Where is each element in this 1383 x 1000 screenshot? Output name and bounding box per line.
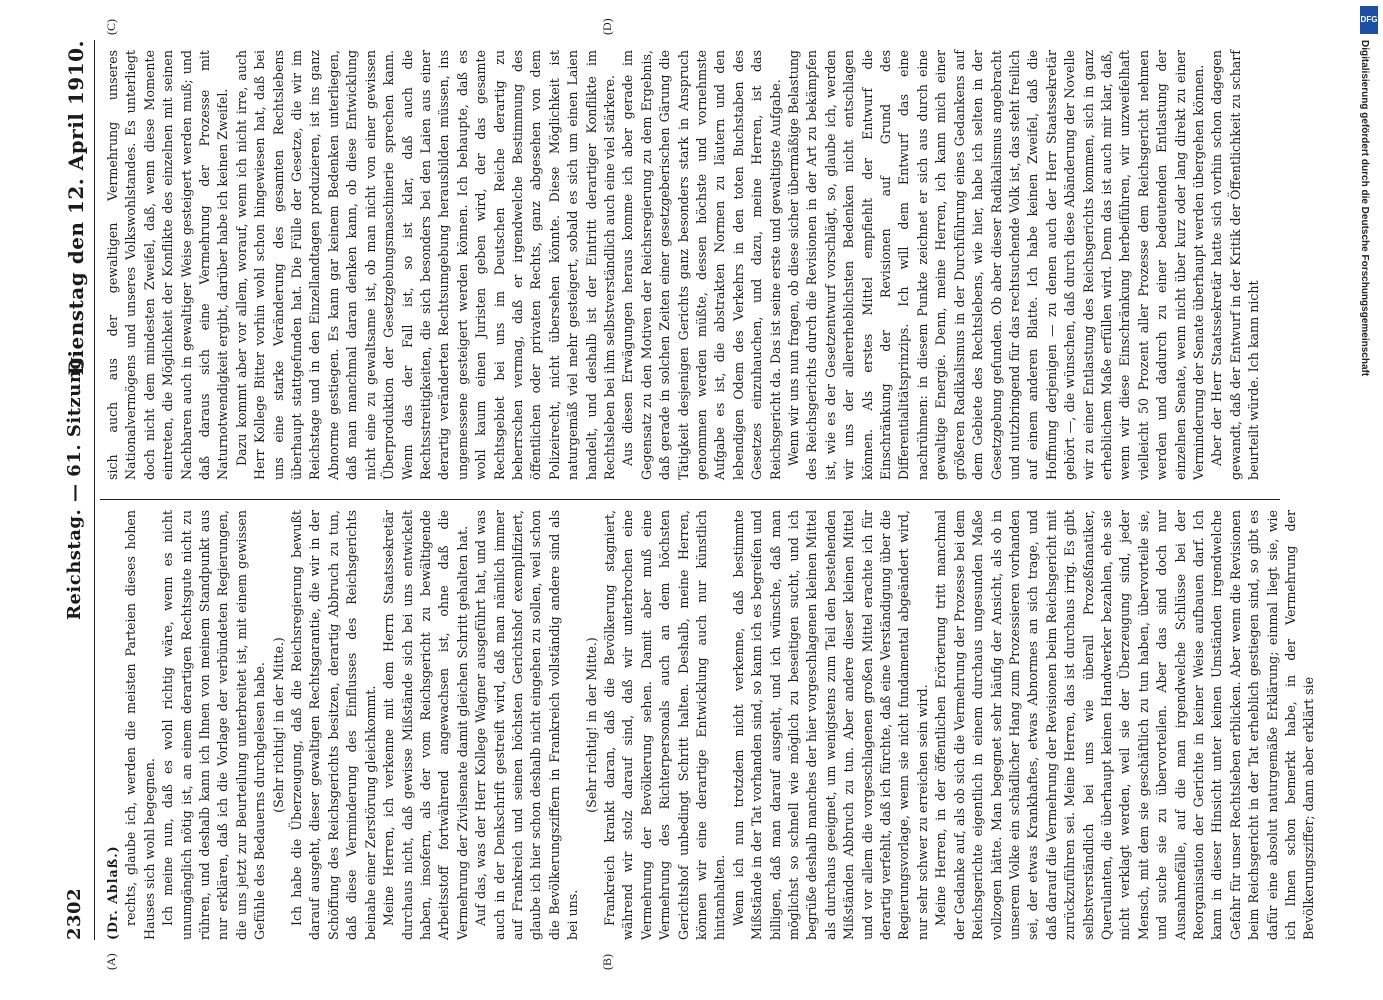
paragraph: Dazu kommt aber vor allem, worauf, wenn ich nicht irre, auch Herr Kollege Bitter vorhin wohl schon hingewiesen hat, daß bei uns eine starke Veränderung des gesamten Rechtslebens überhaupt stattgefunden hat. Die Fülle der Gesetze, die wir im Reichstage und in den Einzellandtagen produzieren, ist ins ganz Abnorme gestiegen. Es kann gar keinem Bedenken unterliegen, daß man manchmal daran denken kann, ob diese Entwicklung nicht eine zu gewaltsame ist, ob man nicht von einer gewissen Überproduktion der Gesetzgebungsmaschinerie sprechen kann. Wenn das der Fall ist, so ist klar, daß auch die Rechtsstreitigkeiten, die sich besonders bei den Laien aus einer derartig veränderten Rechtsumgebung herausbilden müssen, ins ungemessene gesteigert werden können. Ich behaupte, daß es wohl kaum einen Juristen geben wird, der das gesamte Rechtsgebiet bei uns im Deutschen Reiche derartig zu beherrschen vermag, daß er irgendwelche Bestimmung des öffentlichen oder privaten Rechts, ganz abgesehen von dem Polizeirecht, nicht übersehen könnte. Diese Möglichkeit ist naturgemäß viel mehr gesteigert, sobald es sich um einen Laien handelt, und deshalb ist der Eintritt derartiger Konflikte im Rechtsleben bei ihm selbstverständlich auch eine viel stärkere. xyxy=(233,50,617,480)
paragraph: Auf das, was der Herr Kollege Wagner ausgeführt hat, und was auch in der Denkschrift gestreift wird, daß man nämlich immer auf Frankreich und seinen höchsten Gerichtshof exemplifiziert, glaube ich hier schon deshalb nicht eingehen zu sollen, weil schon die Bevölkerungsziffern in Frankreich vollständig andere sind als bei uns. xyxy=(473,510,581,940)
paragraph: Wenn ich nun trotzdem nicht verkenne, daß bestimmte Mißstände in der Tat vorhanden sind, so kann ich es begreifen und billigen, daß man darauf ausgeht, und ich wünsche, daß man möglichst so schnell wie möglich zu beseitigen sucht, und ich begrüße deshalb manches der hier vorgeschlagenen kleinen Mittel als durchaus geeignet, um wenigstens zum Teil den bestehenden Mißständen Abbruch zu tun. Aber andere dieser kleinen Mittel und vor allem die vorgeschlagenen großen Mittel erachte ich für derartig verfehlt, daß ich fürchte, daß eine Verständigung über die Regierungsvorlage, wenn sie nicht fundamental abgeändert wird, nur sehr schwer zu erreichen sein wird. xyxy=(730,510,930,940)
paragraph: Meine Herren, ich verkenne mit dem Herrn Staatssekretär durchaus nicht, daß gewisse Mißstände sich bei uns entwickelt haben, insofern, als der vom Reichsgericht zu bewältigende Arbeitsstoff fortwährend angewachsen ist, ohne daß die Vermehrung der Zivilsenate damit gleichen Schritt gehalten hat. xyxy=(381,510,470,940)
document-page xyxy=(60,10,1317,970)
paragraph: Frankreich krankt daran, daß die Bevölkerung stagniert, während wir stolz darauf sind, daß wir unterbrochen eine Vermehrung der Bevölkerung sehen. Damit aber muß eine Vermehrung des Richterpersonals auch an dem höchsten Gerichtshof unbedingt Schritt halten. Deshalb, meine Herren, können wir eine derartige Entwicklung auch nur künstlich hintanhalten. xyxy=(601,510,728,940)
page-number: 2302 xyxy=(64,887,85,940)
margin-marker-b: (B) xyxy=(600,954,614,970)
interjection: (Sehr richtig! in der Mitte.) xyxy=(270,637,286,813)
speaker-label: (Dr. Ablaß.) xyxy=(105,845,120,940)
margin-marker-d: (D) xyxy=(600,18,614,35)
margin-marker-a: (A) xyxy=(104,953,118,970)
dfg-logo: DFG xyxy=(1360,6,1378,34)
running-title: Reichstag. — 61. Sitzung. xyxy=(64,349,85,620)
paragraph: Wenn wir uns nun fragen, ob diese sicher übermäßige Belastung des Reichsgerichts durch die Revisionen in der Art zu bekämpfen ist, wie es der Gesetzentwurf vorschlägt, so, glaube ich, werden wir uns der allererheblichsten Bedenken nicht entschlagen können. Als erstes Mittel empfiehlt der Entwurf die Einschränkung der Revisionen auf Grund des Differentialitätsprinzips. Ich will dem Entwurf das eine nachrühmen: in diesem Punkte zeichnet er sich aus durch eine gewaltige Energie. Denn, meine Herren, ich kann mich einer größeren Radikalismus in der Durchführung eines Gedankens auf dem Gebiete des Rechtslebens, wie hier, habe ich selten in der Gesetzgebung gefunden. Ob aber dieser Radikalismus angebracht und nutzbringend für das rechtsuchende Volk ist, das steht freilich auf einem anderen Blatte. Ich habe keinen Zweifel, daß die Hoffnung derjenigen — zu denen auch der Herr Staatssekretär gehört —, die wünschen, daß durch diese Abänderung der Novelle wir zu einer Entlastung des Reichsgerichts kommen, sich in ganz erheblichem Maße erfüllen wird. Denn das ist auch mir klar, daß, wenn wir diese Einschränkung herbeiführen, wir unzweifelhaft vielleicht 50 Prozent aller Prozesse dem Reichsgericht nehmen werden und dadurch zu einer bedeutenden Entlastung der einzelnen Senate, wenn nicht über kurz oder lang direkt zu einer Verminderung der Senate überhaupt werden übergehen können. xyxy=(786,50,1206,480)
paragraph: Ich habe die Überzeugung, daß die Reichsregierung bewußt darauf ausgeht, dieser gewaltigen Rechtsgarantie, die wir in der Schöffung des Reichsgerichts besitzen, derartig Abbruch zu tun, daß diese Verminderung des Einflusses des Reichsgerichts beinahe einer Zerstörung gleichkommt. xyxy=(289,510,378,940)
session-date: Dienstag den 12. April 1910. xyxy=(64,40,88,376)
paragraph: Meine Herren, in der öffentlichen Erörterung tritt manchmal der Gedanke auf, als ob sich die Vermehrung der Prozesse bei dem Reichsgerichte eigentlich in einem durchaus ungesunden Maße vollzogen hätte. Man begegnet sehr häufig der Ansicht, als ob in unserem Volke ein schädlicher Hang zum Prozessieren vorhanden sei, der etwas Krankhaftes, etwas Abnormes an sich trage, und daß darauf die Vermehrung der Revisionen beim Reichsgericht mit zurückzuführen sei. Meine Herren, das ist durchaus irrig. Es gibt selbstverständlich bei uns wie überall Prozeßfanatiker, Querulanten, die überhaupt keinen Handwerker bezahlen, ehe sie nicht verklagt werden, weil sie der Überzeugung sind, jeder Mensch, mit dem sie geschäftlich zu tun haben, übervorteile sie, und suche sie zu übervorteilen. Aber das sind doch nur Ausnahmefälle, auf die man irgendwelche Schlüsse bei der Reorganisation der Gerichte in keiner Weise aufbauen darf. Ich kann in dieser Hinsicht unter keinen Umständen irgendwelche Gefahr für unser Rechtsleben erblicken. Aber wenn die Revisionen beim Reichsgericht in der Tat erheblich gestiegen sind, so gibt es dafür eine absolut naturgemäße Erklärung; einmal liegt sie, wie ich Ihnen schon bemerkt habe, in der Vermehrung der Bevölkerungsziffer; dann aber erklärt sie xyxy=(933,510,1317,940)
left-column xyxy=(104,510,1317,940)
interjection: (Sehr richtig! in der Mitte.) xyxy=(583,637,599,813)
paragraph: Aus diesen Erwägungen heraus komme ich aber gerade im Gegensatz zu den Motiven der Reichsregierung zu dem Ergebnis, daß gerade in solchen Zeiten einer gesetzgeberischen Gärung die Tätigkeit desjenigen Gerichts ganz besonders stark in Anspruch genommen werden müßte, dessen höchste und vornehmste Aufgabe es ist, die abstrakten Normen zu läutern und den lebendigen Odem des Verkehrs in den toten Buchstaben des Gesetzes einzuhauchen, und dazu, meine Herren, ist das Reichsgericht da. Das ist seine erste und gewaltigste Aufgabe. xyxy=(620,50,783,480)
paragraph: rechts, glaube ich, werden die meisten Parteien dieses hohen Hauses sich wohl begegnen. xyxy=(123,510,157,940)
right-column xyxy=(104,50,1280,480)
paragraph: sich auch aus der gewaltigen Vermehrung unseres Nationalvermögens und unseres Volkswohlstandes. Es unterliegt doch nicht dem mindesten Zweifel, daß, wenn diese Momente eintreten, die Möglichkeit der Konflikte des einzelnen mit seinen Nachbaren auch in gewaltiger Weise gesteigert werden muß; und daß daraus sich eine Vermehrung der Prozesse mit Naturnotwendigkeit ergibt, darüber habe ich keinen Zweifel. xyxy=(105,50,231,480)
column-divider xyxy=(100,499,1280,500)
paragraph: Ich meine nun, daß es wohl richtig wäre, wenn es nicht unumgänglich nötig ist, an einem derartigen Rechtsgute nicht zu rühren, und deshalb kann ich Ihnen von meinem Standpunkt aus nur erklären, daß ich die Vorlage der verbündeten Regierungen, die uns jetzt zur Beurteilung unterbreitet ist, mit einem gewissen Gefühle des Bedauerns durchgelesen habe. xyxy=(160,510,268,940)
page-header xyxy=(60,40,90,940)
digitization-credit: Digitalisierung gefördert durch die Deutsche Forschungsgemeinschaft xyxy=(1359,40,1370,377)
margin-marker-c: (C) xyxy=(104,19,118,35)
header-rule xyxy=(94,40,95,940)
paragraph: Aber der Herr Staatssekretär hatte sich vorhin schon dagegen gewandt, daß der Entwurf in der Kritik der Öffentlichkeit zu scharf beurteilt würde. Ich kann nicht xyxy=(1209,50,1262,480)
